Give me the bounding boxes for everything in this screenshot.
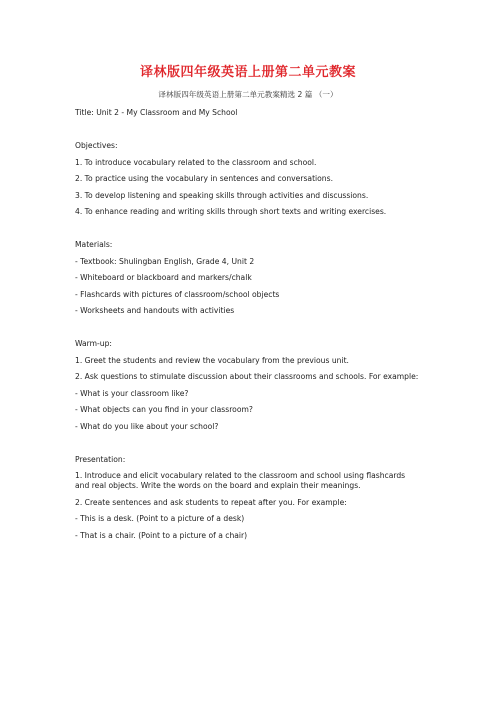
presentation-item: - That is a chair. (Point to a picture of a chair) [75, 530, 248, 540]
objective-item: 4. To enhance reading and writing skills through short texts and writing exercises. [75, 207, 387, 216]
presentation-heading: Presentation: [75, 454, 126, 464]
presentation-item: 2. Create sentences and ask students to repeat after you. For example: [75, 497, 347, 507]
warmup-item: 1. Greet the students and review the vocabulary from the previous unit. [75, 355, 349, 365]
material-item: - Flashcards with pictures of classroom/school objects [75, 289, 280, 299]
objective-item: 3. To develop listening and speaking skills through activities and discussions. [75, 190, 369, 200]
material-item: - Textbook: Shulingban English, Grade 4, Unit 2 [75, 256, 255, 266]
presentation-item: - This is a desk. (Point to a picture of a desk) [75, 514, 245, 523]
warmup-item: 2. Ask questions to stimulate discussion about their classrooms and schools. For example: [75, 372, 419, 381]
objectives-heading: Objectives: [75, 141, 118, 150]
materials-heading: Materials: [75, 240, 113, 249]
objective-item: 1. To introduce vocabulary related to the classroom and school. [75, 157, 317, 167]
document-body [75, 108, 421, 541]
warmup-item: - What objects can you find in your classroom? [75, 405, 253, 414]
material-item: - Worksheets and handouts with activities [75, 306, 235, 315]
warmup-item: - What is your classroom like? [75, 388, 189, 398]
document-subtitle: 译林版四年级英语上册第二单元教案精选 2 篇 （一） [158, 90, 338, 99]
objective-item: 2. To practice using the vocabulary in sentences and conversations. [75, 174, 333, 183]
unit-title: Title: Unit 2 - My Classroom and My School [75, 108, 238, 117]
document-title: 译林版四年级英语上册第二单元教案 [139, 65, 356, 80]
material-item: - Whiteboard or blackboard and markers/chalk [75, 273, 252, 282]
presentation-item: 1. Introduce and elicit vocabulary related to the classroom and school using flashcards and real objects. Write the words on the board and explain their meanings. [75, 471, 406, 490]
warmup-item: - What do you like about your school? [75, 421, 219, 431]
warmup-heading: Warm-up: [75, 339, 112, 348]
